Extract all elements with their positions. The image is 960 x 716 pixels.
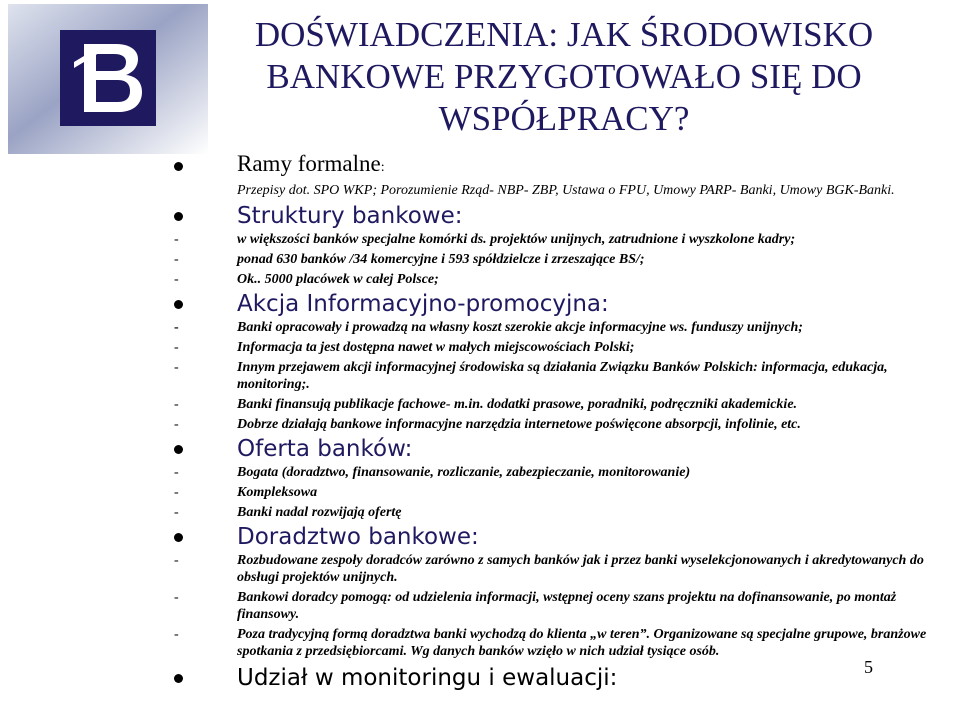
dash-marker: -	[174, 360, 179, 375]
oferta-item: Kompleksowa	[237, 485, 318, 500]
oferta-item: Banki nadal rozwijają ofertę	[237, 505, 402, 520]
dash-marker: -	[174, 485, 179, 500]
doradztwo-item: Poza tradycyjną formą doradztwa banki wychodzą do klienta „w teren”. Organizowane są specjalne grupowe, branżowe spotkania z przedsiębiorcami. Wg danych banków wzięło w nich udział tysiące osób.	[237, 627, 927, 659]
heading-struktury-bankowe: Struktury bankowe:	[237, 203, 463, 229]
ramy-text: Przepisy dot. SPO WKP; Porozumienie Rząd- NBP- ZBP, Ustawa o FPU, Umowy PARP- Banki, Umowy BGK-Banki.	[237, 183, 895, 198]
oferta-item: Bogata (doradztwo, finansowanie, rozliczanie, zabezpieczanie, monitorowanie)	[237, 465, 691, 480]
doradztwo-item: Bankowi doradcy pomogą: od udzielenia informacji, wstępnej oceny szans projektu na dofinansowanie, po montaż finansowy.	[237, 590, 897, 622]
heading-akcja-informacyjna: Akcja Informacyjno-promocyjna:	[237, 291, 609, 317]
dash-marker: -	[174, 397, 179, 412]
dash-marker: -	[174, 590, 179, 605]
dash-marker: -	[174, 232, 179, 247]
dash-marker: -	[174, 252, 179, 267]
bullet-icon	[174, 674, 183, 683]
akcja-item: Innym przejawem akcji informacyjnej środowiska są działania Związku Banków Polskich: informacja, edukacja, monitoring;.	[237, 360, 888, 392]
page-title: DOŚWIADCZENIA: JAK ŚRODOWISKO BANKOWE PRZYGOTOWAŁO SIĘ DO WSPÓŁPRACY?	[254, 15, 874, 138]
bullet-icon	[174, 212, 183, 221]
struktury-item: w większości banków specjalne komórki ds. projektów unijnych, zatrudnione i wyszkolone kadry;	[237, 232, 796, 247]
dash-marker: -	[174, 272, 179, 287]
akcja-item: Banki opracowały i prowadzą na własny koszt szerokie akcje informacyjne ws. funduszy unijnych;	[237, 320, 803, 335]
heading-doradztwo-bankowe: Doradztwo bankowe:	[237, 524, 479, 550]
akcja-item: Dobrze działają bankowe informacyjne narzędzia internetowe poświęcone absorpcji, infolinie, etc.	[237, 417, 801, 432]
akcja-item: Informacja ta jest dostępna nawet w małych miejscowościach Polski;	[237, 340, 635, 355]
page-number: 5	[864, 657, 873, 677]
dash-marker: -	[174, 320, 179, 335]
heading-ramy-formalne	[237, 152, 385, 180]
struktury-item: ponad 630 banków /34 komercyjne i 593 spółdzielcze i zrzeszające BS/;	[237, 252, 645, 267]
bullet-icon	[174, 300, 183, 309]
akcja-item: Banki finansują publikacje fachowe- m.in. dodatki prasowe, poradniki, podręczniki akademickie.	[237, 397, 798, 412]
struktury-item: Ok.. 5000 placówek w całej Polsce;	[237, 272, 439, 287]
heading-ramy-colon: :	[380, 160, 385, 175]
dash-marker: -	[174, 465, 179, 480]
bank-logo-icon	[8, 4, 208, 154]
dash-marker: -	[174, 627, 179, 642]
heading-oferta-bankow: Oferta banków:	[237, 436, 413, 462]
heading-ramy-label: Ramy formalne	[237, 151, 381, 176]
bullet-icon	[174, 533, 183, 542]
dash-marker: -	[174, 340, 179, 355]
bullet-icon	[174, 445, 183, 454]
dash-marker: -	[174, 553, 179, 568]
bullet-icon	[174, 162, 183, 171]
dash-marker: -	[174, 417, 179, 432]
doradztwo-item: Rozbudowane zespoły doradców zarówno z samych banków jak i przez banki wyselekcjonowanych i akredytowanych do obsługi projektów unijnych.	[237, 553, 924, 585]
heading-udzial-w-monitoringu: Udział w monitoringu i ewaluacji:	[237, 665, 618, 691]
dash-marker: -	[174, 505, 179, 520]
